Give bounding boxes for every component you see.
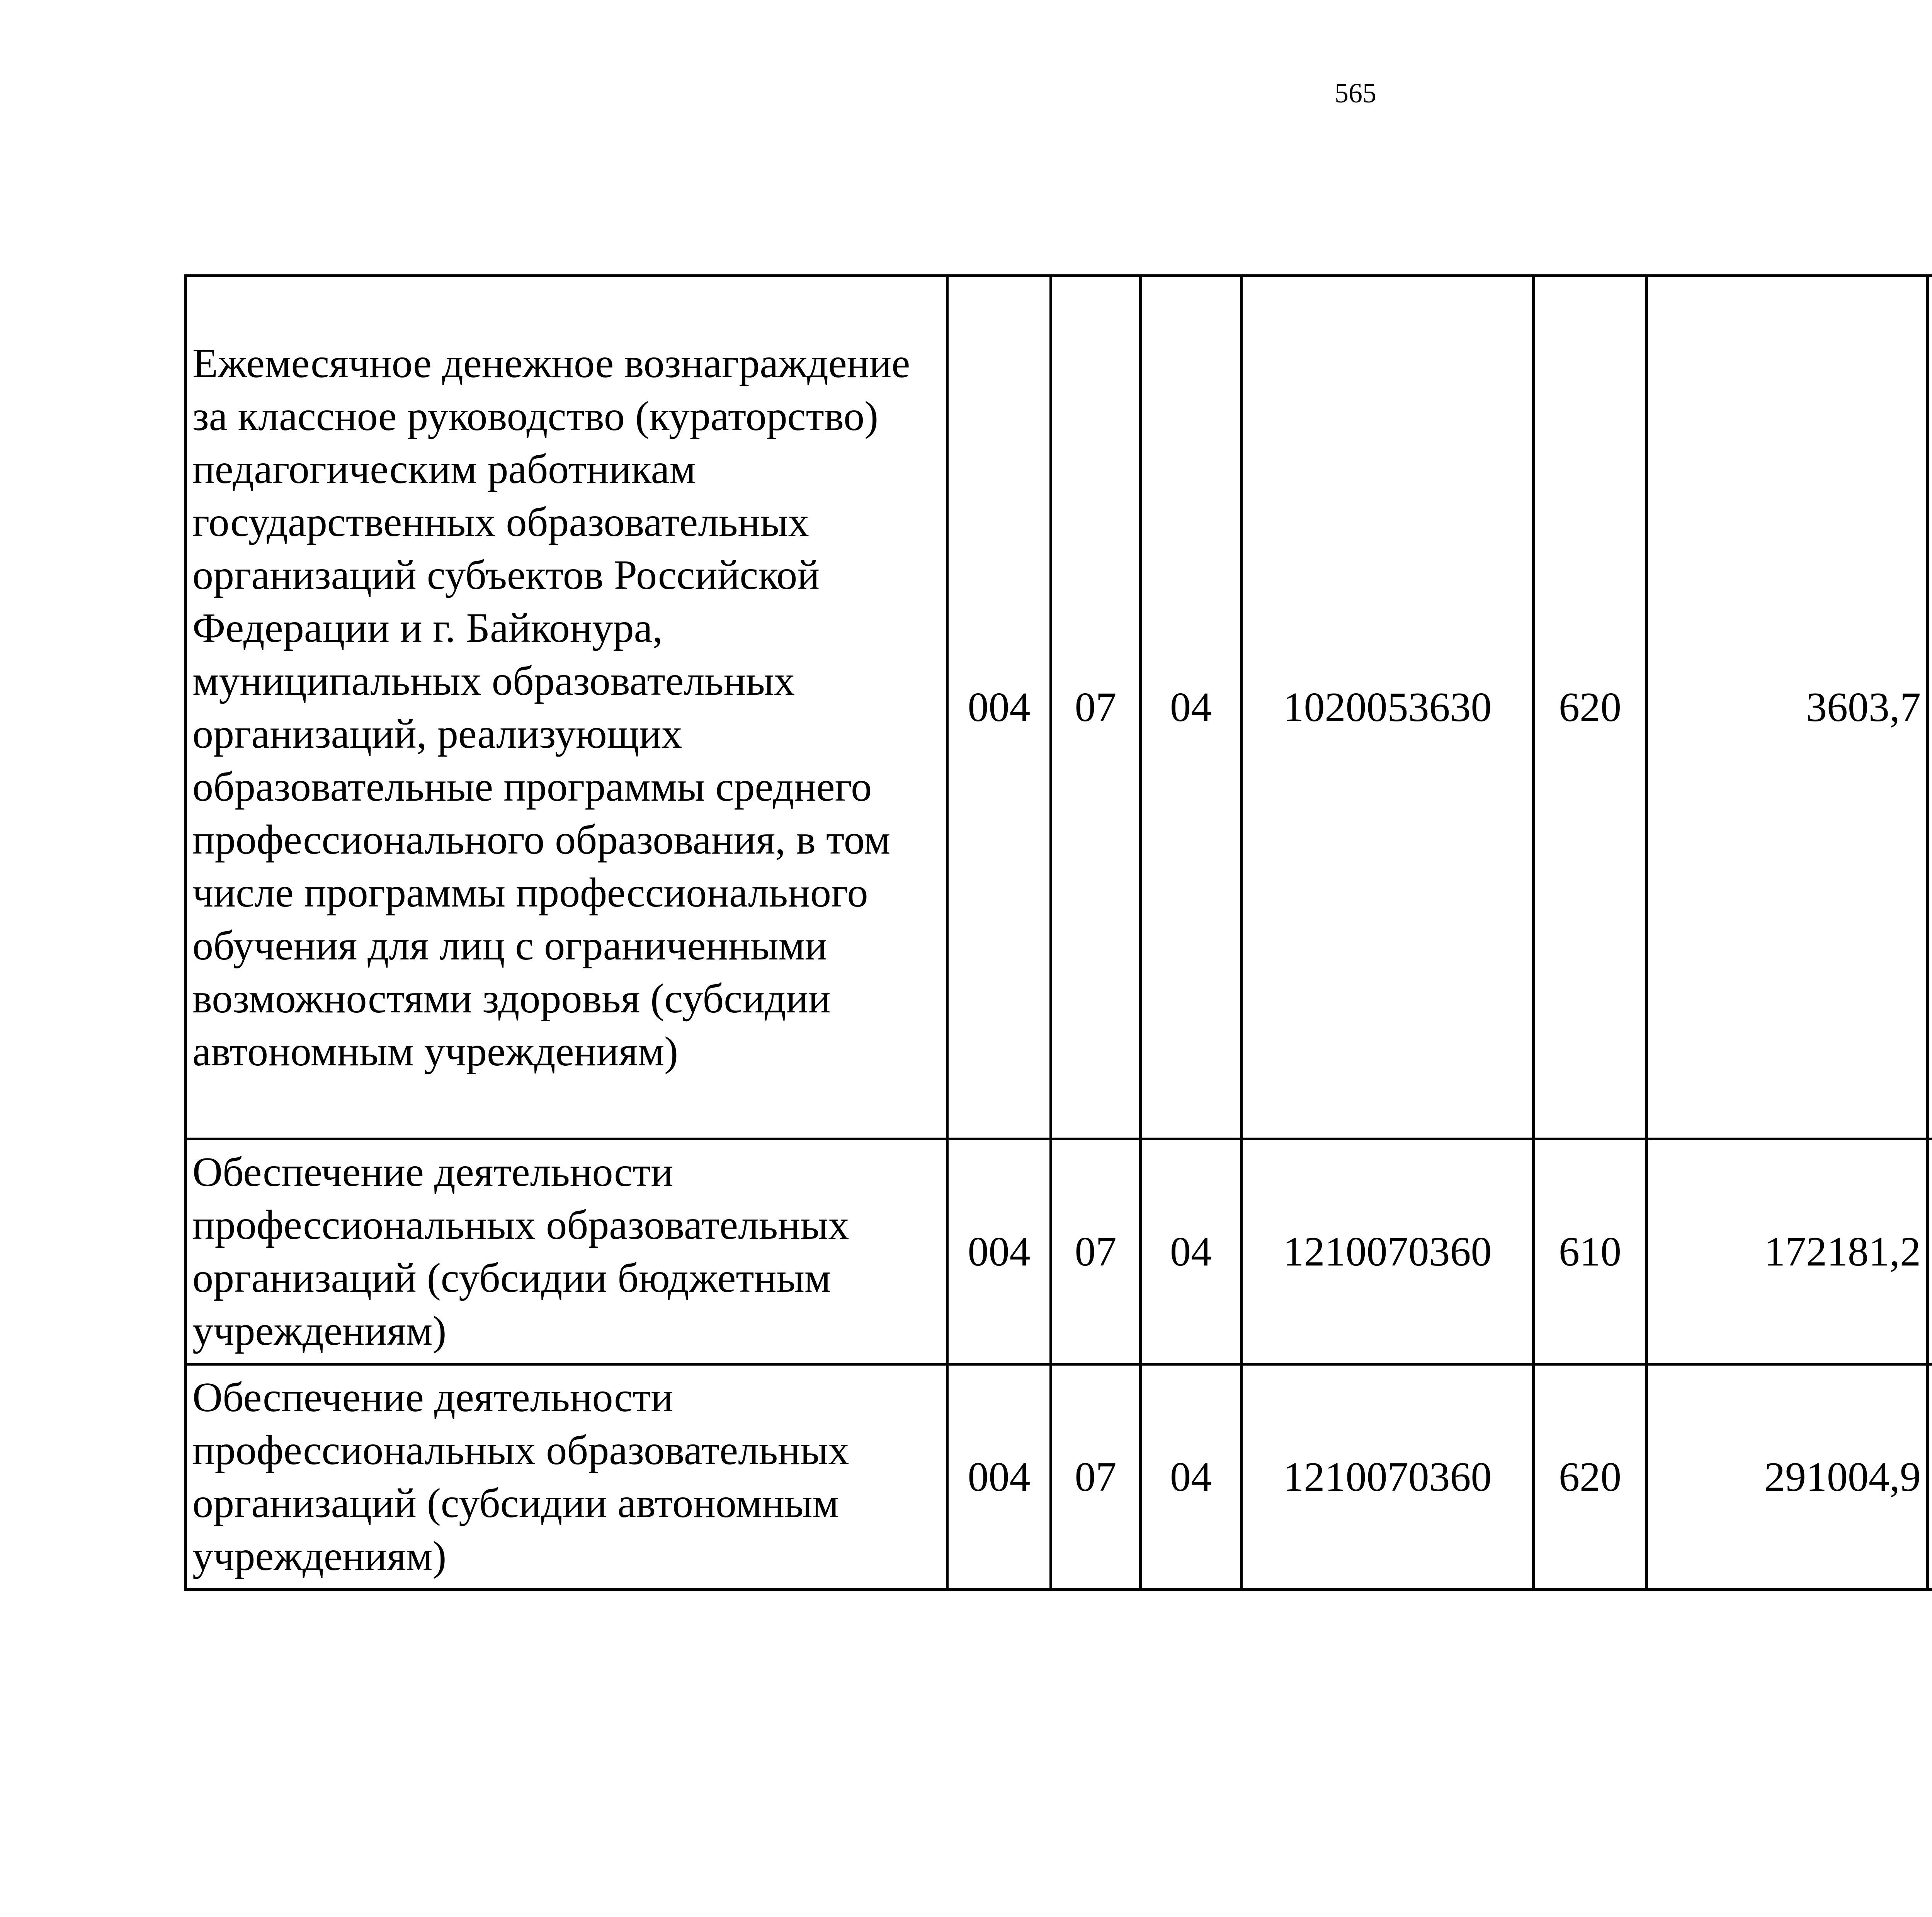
amount-1: 291004,9 <box>1647 1364 1928 1590</box>
table-row <box>186 276 1932 1139</box>
ministry-code: 004 <box>947 1139 1051 1364</box>
budget-table <box>184 274 1932 1591</box>
expense-type-code: 620 <box>1534 1364 1647 1590</box>
section-code: 07 <box>1051 1364 1141 1590</box>
amount-1: 3603,7 <box>1647 276 1928 1139</box>
amount-2 <box>1928 1364 1932 1590</box>
ministry-code: 004 <box>947 276 1051 1139</box>
row-name: Обеспечение деятельности профессиональных образовательных организаций (субсидии бюджетным учреждениям) <box>186 1139 947 1364</box>
expense-type-code: 610 <box>1534 1139 1647 1364</box>
subsection-code: 04 <box>1141 1364 1242 1590</box>
expense-type-code: 620 <box>1534 276 1647 1139</box>
table-row <box>186 1364 1932 1590</box>
section-code: 07 <box>1051 276 1141 1139</box>
amount-2 <box>1928 1139 1932 1364</box>
table-row <box>186 1139 1932 1364</box>
subsection-code: 04 <box>1141 1139 1242 1364</box>
amount-2 <box>1928 276 1932 1139</box>
row-name: Ежемесячное денежное вознаграждение за классное руководство (кураторство) педагогическим работникам государственных образовательных организаций субъектов Российской Федерации и г. Байконура, муниципальных образовательных организаций, реализующих образовательные программы среднего профессионального образования, в том числе программы профессионального обучения для лиц с ограниченными возможностями здоровья (субсидии автономным учреждениям) <box>186 276 947 1139</box>
target-article-code: 1210070360 <box>1242 1364 1534 1590</box>
section-code: 07 <box>1051 1139 1141 1364</box>
ministry-code: 004 <box>947 1364 1051 1590</box>
target-article-code: 1210070360 <box>1242 1139 1534 1364</box>
row-name: Обеспечение деятельности профессиональных образовательных организаций (субсидии автономным учреждениям) <box>186 1364 947 1590</box>
page-number: 565 <box>1335 78 1376 109</box>
subsection-code: 04 <box>1141 276 1242 1139</box>
target-article-code: 1020053630 <box>1242 276 1534 1139</box>
amount-1: 172181,2 <box>1647 1139 1928 1364</box>
